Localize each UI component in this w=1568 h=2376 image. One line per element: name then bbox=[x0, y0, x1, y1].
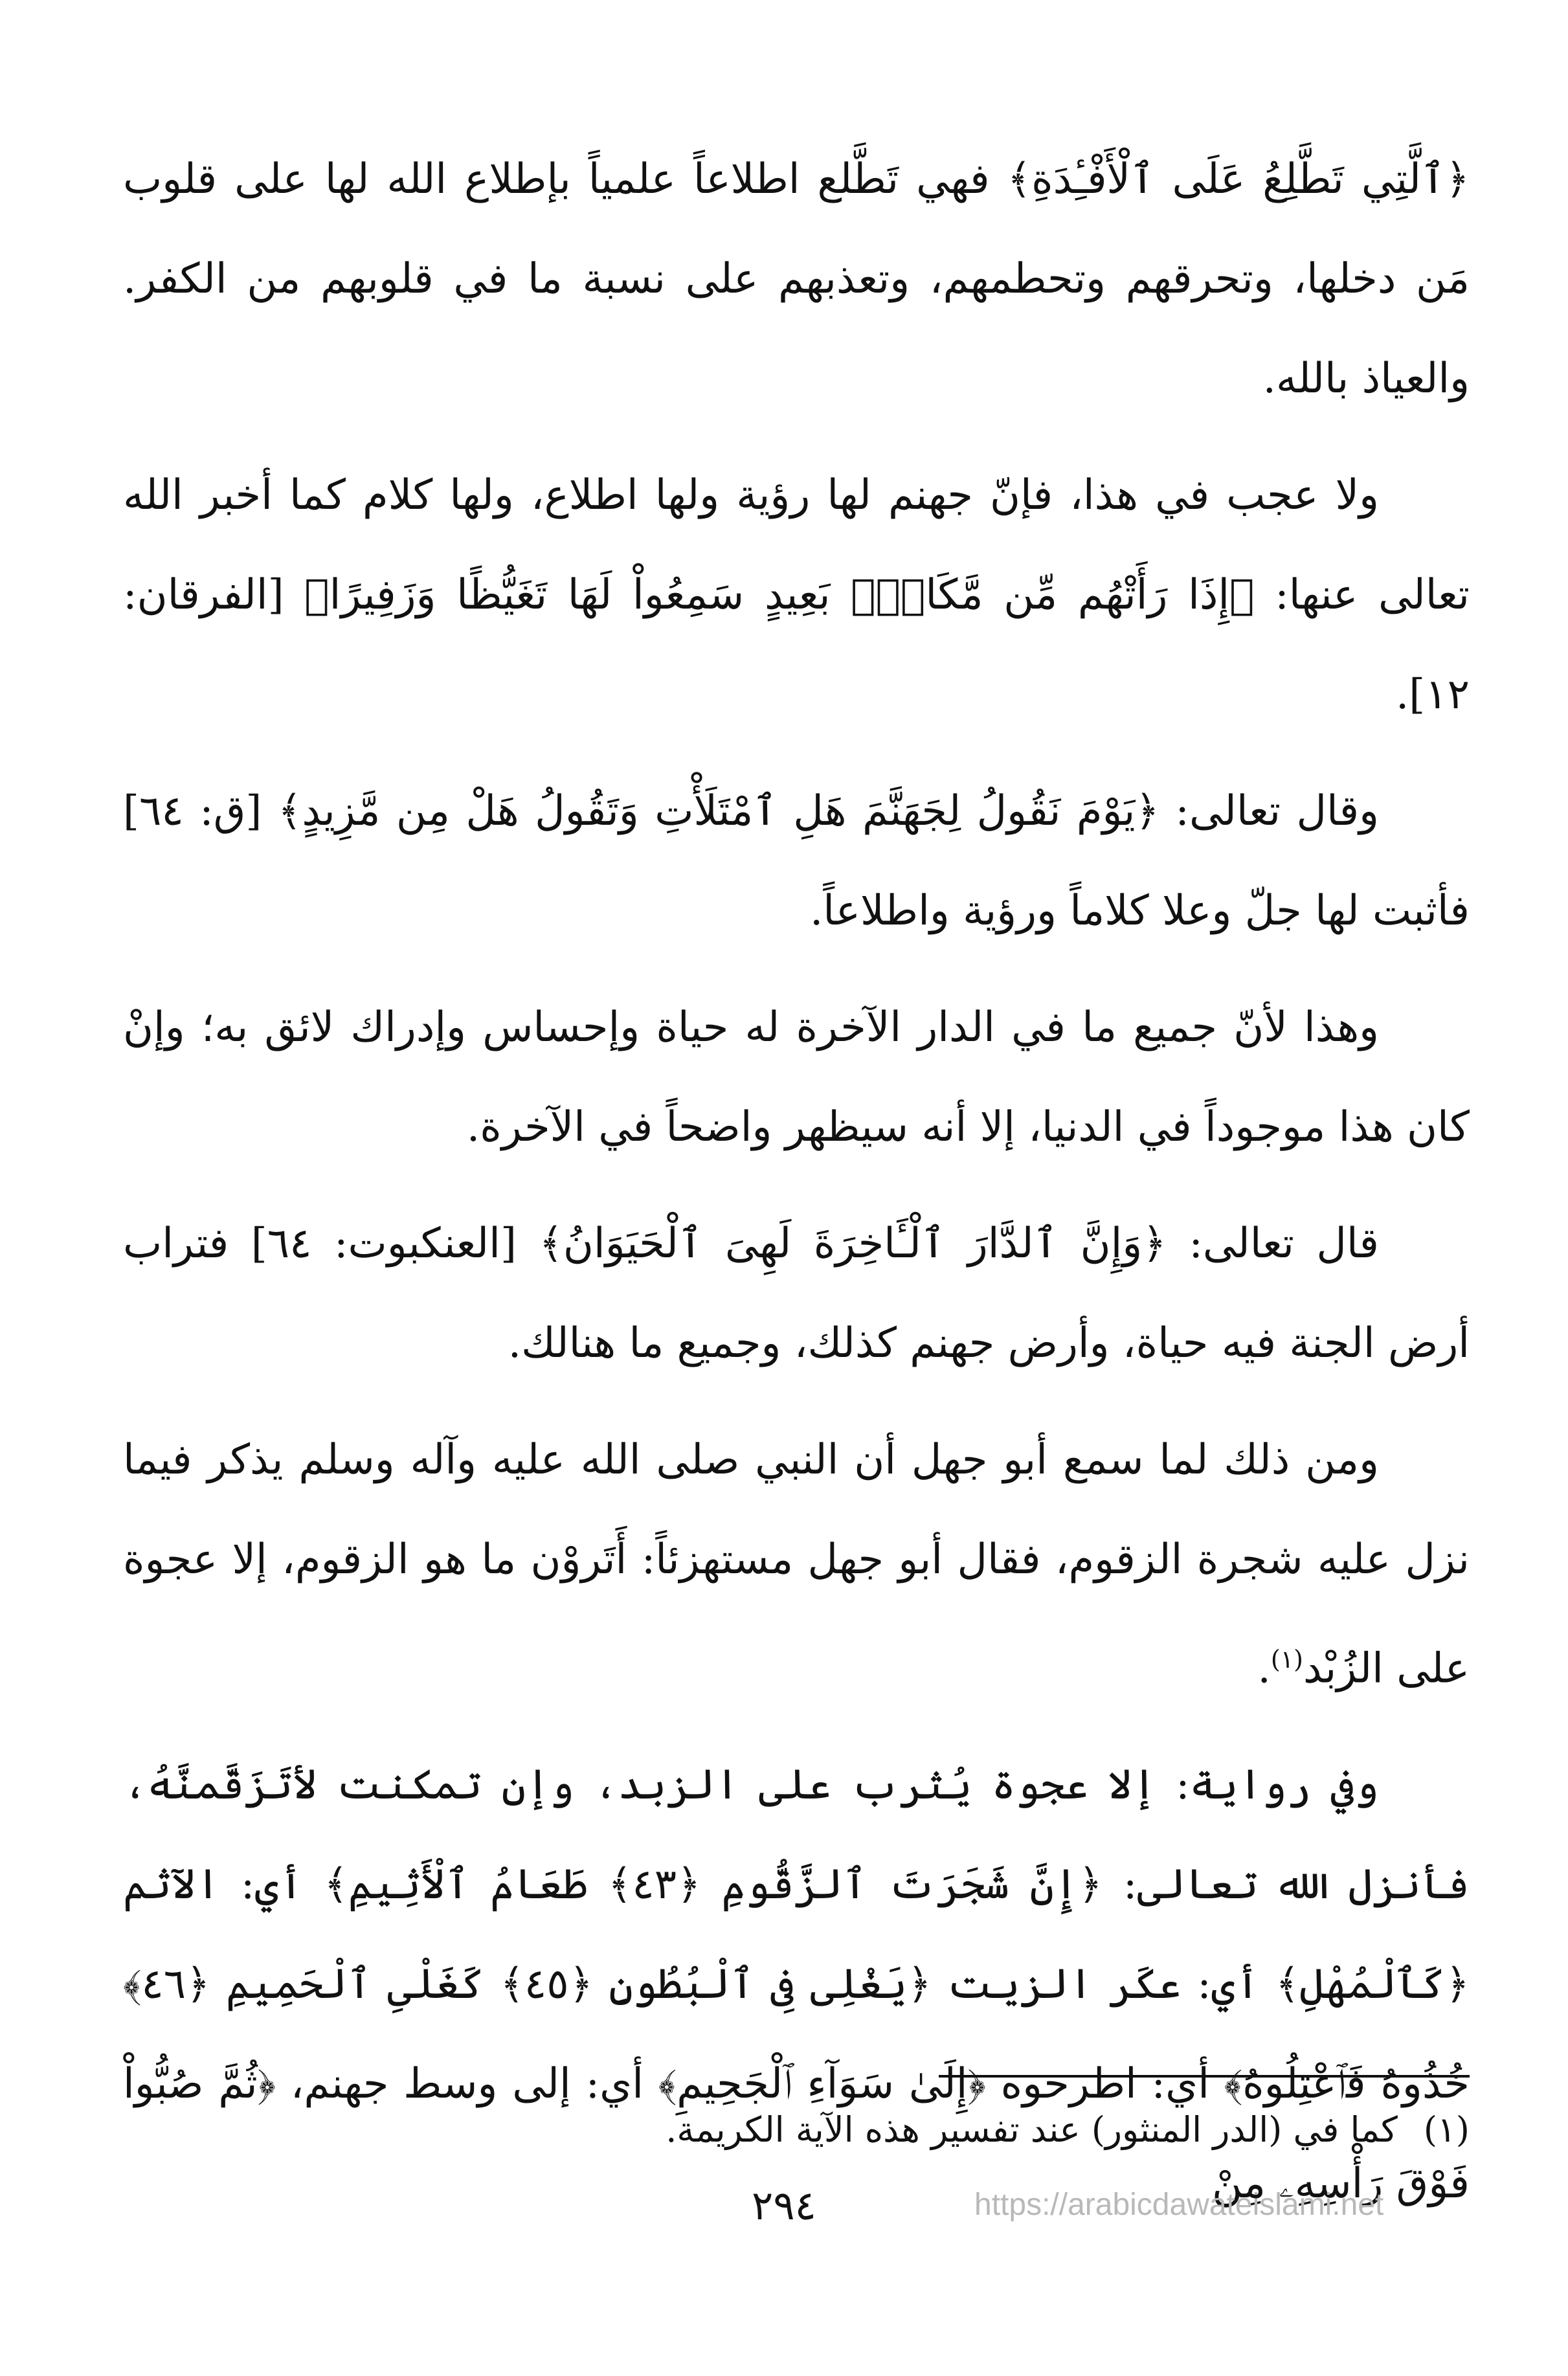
paragraph-7: وفي رواية: إلا عجوة يُثرب على الزبد، وإن تمكنت لأتَزَقَّمنَّهُ، فأنزل الله تعالى: ﴿إِنَّ شَجَرَتَ ٱلزَّقُّومِ ﴿٤٣﴾ طَعَامُ ٱلْأَثِيمِ﴾ أي: الآثم ﴿كَٱلْمُهْلِ﴾ أي: عكَر الزيت ﴿يَغْلِى فِى ٱلْبُطُونِ ﴿٤٥﴾ كَغَلْىِ ٱلْحَمِيمِ ﴿٤٦﴾ خُذُوهُ فَٱعْتِلُوهُ﴾ أي: اطرحوه ﴿إِلَىٰ سَوَآءِ ٱلْجَحِيمِ﴾ أي: إلى وسط جهنم، ﴿ثُمَّ صُبُّواْ فَوْقَ رَأْسِهِۦ مِنْ bbox=[123, 1761, 1470, 2208]
page-body bbox=[123, 129, 1470, 2266]
page-number: ٢٩٤ bbox=[752, 2182, 816, 2229]
footnote-divider bbox=[939, 2075, 1470, 2078]
paragraph-6-text: ومن ذلك لما سمع أبو جهل أن النبي صلى الله عليه وآله وسلم يذكر فيما نزل عليه شجرة الزقوم، فقال أبو جهل مستهزئاً: أَتَروْن ما هو الزقوم، إلا عجوة على الزُبْد bbox=[123, 1436, 1470, 1693]
footnote-text: كما في (الدر المنثور) عند تفسير هذه الآية الكريمة. bbox=[666, 2109, 1398, 2150]
paragraph-4: وهذا لأنّ جميع ما في الدار الآخرة له حياة وإحساس وإدراك لائق به؛ وإنْ كان هذا موجوداً في الدنيا، إلا أنه سيظهر واضحاً في الآخرة. bbox=[123, 1003, 1470, 1151]
paragraph-5: قال تعالى: ﴿وَإِنَّ ٱلدَّارَ ٱلْـَٔاخِرَةَ لَهِىَ ٱلْحَيَوَانُ﴾ [العنكبوت: ٦٤] فتراب أرض الجنة فيه حياة، وأرض جهنم كذلك، وجميع ما هنالك. bbox=[123, 1220, 1470, 1367]
paragraph-6-end: . bbox=[1257, 1644, 1271, 1693]
footnote-number: (١) bbox=[1423, 2109, 1470, 2150]
paragraph-3: وقال تعالى: ﴿يَوْمَ نَقُولُ لِجَهَنَّمَ هَلِ ٱمْتَلَأْتِ وَتَقُولُ هَلْ مِن مَّزِيدٍ﴾ [ق: ٦٤] فأثبت لها جلّ وعلا كلاماً ورؤية واطلاعاً. bbox=[123, 787, 1470, 935]
footnote-reference: (١) bbox=[1270, 1645, 1303, 1674]
paragraph-1: ﴿ٱلَّتِي تَطَّلِعُ عَلَى ٱلْأَفْـِٔدَةِ﴾ فهي تَطَّلع اطلاعاً علمياً بإطلاع الله لها على قلوب مَن دخلها، وتحرقهم وتحطمهم، وتعذبهم على نسبة ما في قلوبهم من الكفر. والعياذ بالله. bbox=[123, 155, 1470, 403]
paragraph-2: ولا عجب في هذا، فإنّ جهنم لها رؤية ولها اطلاع، ولها كلام كما أخبر الله تعالى عنها: ﴿إِذَا رَأَتْهُم مِّن مَّكَانٍۭ بَعِيدٍ سَمِعُواْ لَهَا تَغَيُّظًا وَزَفِيرًا﴾ [الفرقان: ١٢]. bbox=[123, 471, 1470, 719]
watermark-url: https://arabicdawateislami.net bbox=[974, 2188, 1384, 2222]
footnote bbox=[666, 2101, 1470, 2159]
paragraph-6 bbox=[123, 1410, 1470, 1718]
